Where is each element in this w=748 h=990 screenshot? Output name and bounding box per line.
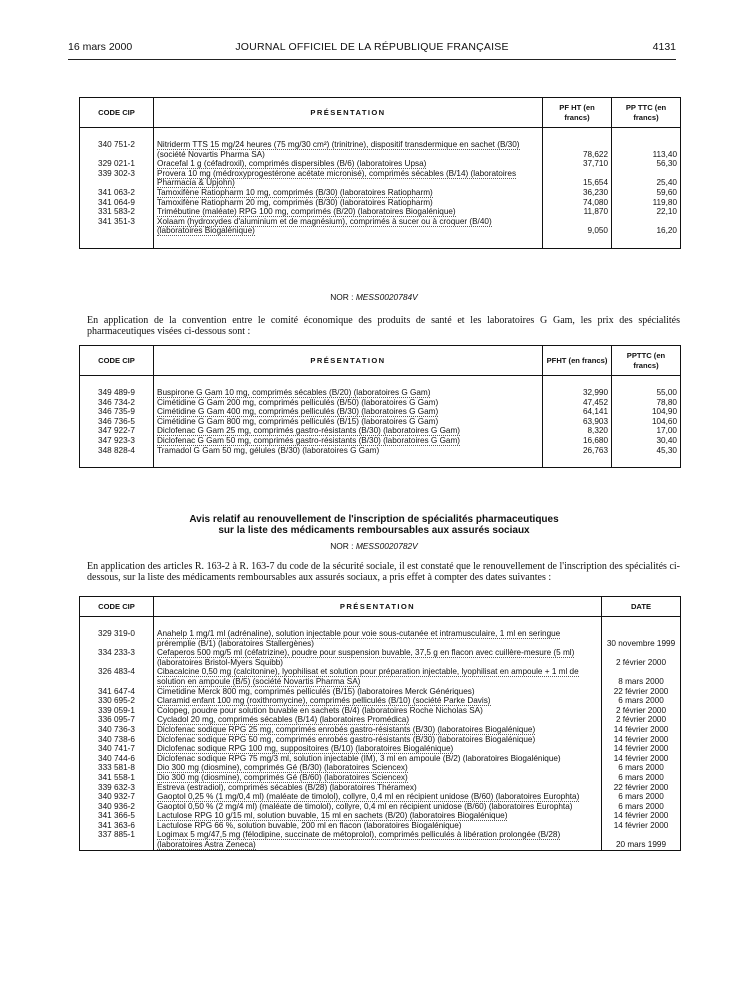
presentation-text: Gaoptol 0,50 % (2 mg/4 ml) (maléate de timolol), collyre, 0,4 ml en récipient unidose (B/60) (laboratoires Europhta) xyxy=(157,801,573,811)
cip-code-cell: 347 922-7 xyxy=(80,426,154,436)
table-row xyxy=(80,811,681,821)
table-row xyxy=(80,426,681,436)
presentation-cell xyxy=(154,821,602,831)
presentation-text: Diclofenac sodique RPG 50 mg, comprimés enrobés gastro-résistants (B/30) (laboratoires Biogalénique) xyxy=(157,734,536,744)
presentation-text: Cimétidine G Gam 200 mg, comprimés pelliculés (B/50) (laboratoires G Gam) xyxy=(157,397,439,407)
pf-ht-cell: 32,990 xyxy=(543,388,612,398)
table-row xyxy=(80,388,681,398)
presentation-cell xyxy=(154,783,602,793)
spacer-cell xyxy=(602,617,681,630)
pf-ht-cell: 26,763 xyxy=(543,446,612,456)
presentation-text: Logimax 5 mg/47,5 mg (félodipine, succinate de métoprolol), comprimés pelliculés à libération prolongée (B/28) (laboratoires Astra Zeneca) xyxy=(157,830,561,850)
presentation-cell xyxy=(154,802,602,812)
pf-ht-cell: 15,654 xyxy=(543,169,612,188)
paragraph-convention: En application de la convention entre le comité économique des produits de santé et les laboratoires G Gam, les prix des spécialités pharmaceutiques visées ci-dessous sont : xyxy=(87,315,680,338)
pf-ht-cell: 64,141 xyxy=(543,407,612,417)
date-cell: 14 février 2000 xyxy=(602,811,681,821)
presentation-cell xyxy=(154,735,602,745)
presentation-text: Nitriderm TTS 15 mg/24 heures (75 mg/30 cm²) (trinitrine), dispositif transdermique en sachet (B/30) (société Novartis Pharma SA) xyxy=(157,140,520,159)
cip-code-cell: 349 489-9 xyxy=(80,388,154,398)
table-row xyxy=(80,696,681,706)
presentation-text: Diclofenac sodique RPG 100 mg, suppositoires (B/10) (laboratoires Biogalénique) xyxy=(157,744,454,754)
presentation-cell xyxy=(154,830,602,850)
presentation-cell xyxy=(154,436,543,446)
table-spacer-row xyxy=(80,236,681,249)
cip-code-cell: 333 581-8 xyxy=(80,763,154,773)
price-table-1 xyxy=(79,97,681,249)
cip-code-cell: 341 647-4 xyxy=(80,687,154,697)
pf-ht-cell: 47,452 xyxy=(543,398,612,408)
presentation-cell xyxy=(154,744,602,754)
cip-code-cell: 329 319-0 xyxy=(80,629,154,648)
date-cell: 2 février 2000 xyxy=(602,648,681,667)
header-rule xyxy=(68,59,676,60)
presentation-cell xyxy=(154,169,543,188)
presentation-text: Colopeg, poudre pour solution buvable en sachets (B/4) (laboratoires Roche Nicholas SA) xyxy=(157,705,483,715)
table-row xyxy=(80,417,681,427)
spacer-cell xyxy=(154,617,602,630)
col-header-pfht: PF HT (en francs) xyxy=(543,98,612,128)
presentation-cell xyxy=(154,188,543,198)
cip-code-cell: 347 923-3 xyxy=(80,436,154,446)
presentation-text: Diclofenac sodique RPG 75 mg/3 ml, solution injectable (IM), 3 ml en ampoule (B/2) (laboratoires Biogalénique) xyxy=(157,753,561,763)
cip-code-cell: 341 064-9 xyxy=(80,198,154,208)
col-header-presentation: PRÉSENTATION xyxy=(154,597,602,617)
presentation-cell xyxy=(154,198,543,208)
date-cell: 14 février 2000 xyxy=(602,754,681,764)
presentation-text: Provera 10 mg (médroxyprogestérone acétate micronisé), comprimés sécables (B/14) (laboratoires Pharmacia & Upjohn) xyxy=(157,168,517,188)
table-row xyxy=(80,398,681,408)
presentation-cell xyxy=(154,417,543,427)
pp-ttc-cell: 55,00 xyxy=(612,388,681,398)
table-row xyxy=(80,773,681,783)
pf-ht-cell: 78,622 xyxy=(543,140,612,159)
cip-code-cell: 337 885-1 xyxy=(80,830,154,850)
cip-code-cell: 341 063-2 xyxy=(80,188,154,198)
presentation-text: Diclofenac sodique RPG 25 mg, comprimés enrobés gastro-résistants (B/30) (laboratoires Biogalénique) xyxy=(157,724,536,734)
pp-ttc-cell: 25,40 xyxy=(612,169,681,188)
spacer-cell xyxy=(154,128,543,141)
pp-ttc-cell: 113,40 xyxy=(612,140,681,159)
issue-date: 16 mars 2000 xyxy=(68,41,133,53)
col-header-presentation: PRÉSENTATION xyxy=(154,98,543,128)
cip-code-cell: 326 483-4 xyxy=(80,667,154,686)
presentation-text: Estreva (estradiol), comprimés sécables (B/28) (laboratoires Théramex) xyxy=(157,782,417,792)
presentation-cell xyxy=(154,667,602,686)
presentation-cell xyxy=(154,715,602,725)
cip-code-cell: 340 932-7 xyxy=(80,792,154,802)
table-row xyxy=(80,744,681,754)
presentation-cell xyxy=(154,763,602,773)
table-spacer-row xyxy=(80,617,681,630)
spacer-cell xyxy=(80,376,154,389)
spacer-cell xyxy=(80,455,154,468)
cip-code-cell: 340 744-6 xyxy=(80,754,154,764)
pp-ttc-cell: 30,40 xyxy=(612,436,681,446)
nor-value: MESS0020782V xyxy=(355,541,418,551)
table-body xyxy=(80,617,681,851)
presentation-cell xyxy=(154,811,602,821)
spacer-cell xyxy=(612,236,681,249)
pp-ttc-cell: 78,80 xyxy=(612,398,681,408)
presentation-cell xyxy=(154,696,602,706)
spacer-cell xyxy=(543,376,612,389)
cip-code-cell: 340 936-2 xyxy=(80,802,154,812)
date-cell: 2 février 2000 xyxy=(602,706,681,716)
col-header-ppttc: PPTTC (en francs) xyxy=(612,346,681,376)
date-cell: 22 février 2000 xyxy=(602,687,681,697)
table-row xyxy=(80,198,681,208)
presentation-cell xyxy=(154,407,543,417)
spacer-cell xyxy=(612,455,681,468)
presentation-text: Tamoxifène Ratiopharm 20 mg, comprimés (B/30) (laboratoires Ratiopharm) xyxy=(157,197,433,207)
cip-code-cell: 334 233-3 xyxy=(80,648,154,667)
col-header-ppttc: PP TTC (en francs) xyxy=(612,98,681,128)
presentation-cell xyxy=(154,446,543,456)
spacer-cell xyxy=(154,376,543,389)
table-row xyxy=(80,207,681,217)
pp-ttc-cell: 22,10 xyxy=(612,207,681,217)
pf-ht-cell: 74,080 xyxy=(543,198,612,208)
table-row xyxy=(80,169,681,188)
pp-ttc-cell: 104,60 xyxy=(612,417,681,427)
table-spacer-row xyxy=(80,128,681,141)
cip-code-cell: 329 021-1 xyxy=(80,159,154,169)
date-cell: 8 mars 2000 xyxy=(602,667,681,686)
presentation-text: Dio 300 mg (diosmine), comprimés Gé (B/60) (laboratoires Sciencex) xyxy=(157,772,408,782)
pp-ttc-cell: 17,00 xyxy=(612,426,681,436)
pf-ht-cell: 63,903 xyxy=(543,417,612,427)
pf-ht-cell: 36,230 xyxy=(543,188,612,198)
col-header-pfht: PFHT (en francs) xyxy=(543,346,612,376)
date-cell: 30 novembre 1999 xyxy=(602,629,681,648)
presentation-cell xyxy=(154,159,543,169)
presentation-cell xyxy=(154,140,543,159)
table-row xyxy=(80,763,681,773)
presentation-cell xyxy=(154,388,543,398)
date-cell: 6 mars 2000 xyxy=(602,802,681,812)
presentation-text: Cimetidine Merck 800 mg, comprimés pelliculés (B/15) (laboratoires Merck Génériques) xyxy=(157,686,475,696)
cip-code-cell: 340 738-6 xyxy=(80,735,154,745)
presentation-text: Cimétidine G Gam 400 mg, comprimés pelliculés (B/30) (laboratoires G Gam) xyxy=(157,407,439,417)
cip-code-cell: 331 583-2 xyxy=(80,207,154,217)
renewal-table xyxy=(79,596,681,851)
journal-title: JOURNAL OFFICIEL DE LA RÉPUBLIQUE FRANÇAISE xyxy=(235,41,509,53)
col-header-code: CODE CIP xyxy=(80,597,154,617)
pf-ht-cell: 16,680 xyxy=(543,436,612,446)
presentation-text: Buspirone G Gam 10 mg, comprimés sécables (B/20) (laboratoires G Gam) xyxy=(157,388,431,397)
cip-code-cell: 340 751-2 xyxy=(80,140,154,159)
presentation-text: Cefaperos 500 mg/5 ml (céfatrizine), poudre pour suspension buvable, 37,5 g en flacon avec cuillère-mesure (5 ml) (laboratoires Bristol-Myers Squibb) xyxy=(157,648,575,667)
table-row xyxy=(80,159,681,169)
date-cell: 6 mars 2000 xyxy=(602,763,681,773)
presentation-text: Lactulose RPG 10 g/15 ml, solution buvable, 15 ml en sachets (B/20) (laboratoires Biogalénique) xyxy=(157,811,508,821)
spacer-cell xyxy=(154,236,543,249)
pf-ht-cell: 37,710 xyxy=(543,159,612,169)
table-row xyxy=(80,735,681,745)
presentation-cell xyxy=(154,754,602,764)
table-row xyxy=(80,792,681,802)
table-row xyxy=(80,436,681,446)
presentation-cell xyxy=(154,725,602,735)
nor-label: NOR : xyxy=(330,541,354,551)
table-row xyxy=(80,667,681,686)
presentation-cell xyxy=(154,648,602,667)
table-row xyxy=(80,706,681,716)
pp-ttc-cell: 59,60 xyxy=(612,188,681,198)
spacer-cell xyxy=(612,128,681,141)
date-cell: 14 février 2000 xyxy=(602,821,681,831)
avis-title-line-2: sur la liste des médicaments remboursables aux assurés sociaux xyxy=(218,525,530,536)
table-body xyxy=(80,376,681,468)
table-row xyxy=(80,687,681,697)
presentation-cell xyxy=(154,217,543,236)
running-header xyxy=(68,41,676,55)
cip-code-cell: 348 828-4 xyxy=(80,446,154,456)
date-cell: 6 mars 2000 xyxy=(602,792,681,802)
pf-ht-cell: 11,870 xyxy=(543,207,612,217)
nor-value: MESS0020784V xyxy=(355,292,418,302)
pp-ttc-cell: 104,90 xyxy=(612,407,681,417)
pf-ht-cell: 8,320 xyxy=(543,426,612,436)
cip-code-cell: 346 736-5 xyxy=(80,417,154,427)
cip-code-cell: 340 741-7 xyxy=(80,744,154,754)
date-cell: 6 mars 2000 xyxy=(602,696,681,706)
table-row xyxy=(80,725,681,735)
spacer-cell xyxy=(543,455,612,468)
cip-code-cell: 339 302-3 xyxy=(80,169,154,188)
table-row xyxy=(80,217,681,236)
presentation-text: Diclofenac G Gam 25 mg, comprimés gastro-résistants (B/30) (laboratoires G Gam) xyxy=(157,426,461,436)
date-cell: 14 février 2000 xyxy=(602,725,681,735)
nor-reference-2 xyxy=(0,541,748,551)
presentation-text: Claramid enfant 100 mg (roxithromycine), comprimés pelliculés (B/10) (société Parke Davis) xyxy=(157,696,491,706)
presentation-cell xyxy=(154,398,543,408)
spacer-cell xyxy=(543,236,612,249)
presentation-text: Trimébutine (maléate) RPG 100 mg, comprimés (B/20) (laboratoires Biogalénique) xyxy=(157,207,456,217)
presentation-text: Tamoxifène Ratiopharm 10 mg, comprimés (B/30) (laboratoires Ratiopharm) xyxy=(157,187,433,197)
nor-label: NOR : xyxy=(330,292,354,302)
cip-code-cell: 339 059-1 xyxy=(80,706,154,716)
presentation-cell xyxy=(154,706,602,716)
cip-code-cell: 340 736-3 xyxy=(80,725,154,735)
presentation-text: Lactulose RPG 66 %, solution buvable, 200 ml en flacon (laboratoires Biogalénique) xyxy=(157,820,462,830)
presentation-text: Tramadol G Gam 50 mg, gélules (B/30) (laboratoires G Gam) xyxy=(157,445,380,455)
presentation-text: Anahelp 1 mg/1 ml (adrénaline), solution injectable pour voie sous-cutanée et intramusculaire, 1 ml en seringue préremplie (B/1) (laboratoires Stallergènes) xyxy=(157,629,561,648)
cip-code-cell: 346 735-9 xyxy=(80,407,154,417)
presentation-cell xyxy=(154,687,602,697)
presentation-text: Cimétidine G Gam 800 mg, comprimés pelliculés (B/15) (laboratoires G Gam) xyxy=(157,416,439,426)
date-cell: 22 février 2000 xyxy=(602,783,681,793)
spacer-cell xyxy=(80,236,154,249)
spacer-cell xyxy=(80,617,154,630)
presentation-cell xyxy=(154,426,543,436)
pp-ttc-cell: 45,30 xyxy=(612,446,681,456)
table-row xyxy=(80,629,681,648)
presentation-text: Oracefal 1 g (céfadroxil), comprimés dispersibles (B/6) (laboratoires Upsa) xyxy=(157,159,427,169)
avis-title xyxy=(0,514,748,536)
cip-code-cell: 341 351-3 xyxy=(80,217,154,236)
pf-ht-cell: 9,050 xyxy=(543,217,612,236)
presentation-cell xyxy=(154,792,602,802)
price-table-2 xyxy=(79,345,681,468)
table-row xyxy=(80,715,681,725)
avis-title-line-1: Avis relatif au renouvellement de l'inscription de spécialités pharmaceutiques xyxy=(189,514,559,525)
spacer-cell xyxy=(543,128,612,141)
table-spacer-row xyxy=(80,455,681,468)
date-cell: 14 février 2000 xyxy=(602,744,681,754)
spacer-cell xyxy=(612,376,681,389)
table-row xyxy=(80,446,681,456)
col-header-presentation: PRÉSENTATION xyxy=(154,346,543,376)
pp-ttc-cell: 56,30 xyxy=(612,159,681,169)
table-row xyxy=(80,188,681,198)
nor-reference-1 xyxy=(0,292,748,302)
table-row xyxy=(80,648,681,667)
date-cell: 14 février 2000 xyxy=(602,735,681,745)
cip-code-cell: 341 363-6 xyxy=(80,821,154,831)
pp-ttc-cell: 119,80 xyxy=(612,198,681,208)
presentation-cell xyxy=(154,207,543,217)
presentation-text: Dio 300 mg (diosmine), comprimés Gé (B/30) (laboratoires Sciencex) xyxy=(157,763,408,773)
table-spacer-row xyxy=(80,376,681,389)
table-row xyxy=(80,821,681,831)
presentation-text: Cycladol 20 mg, comprimés sécables (B/14) (laboratoires Promédica) xyxy=(157,715,410,725)
date-cell: 2 février 2000 xyxy=(602,715,681,725)
table-body xyxy=(80,128,681,249)
col-header-code: CODE CIP xyxy=(80,346,154,376)
table-row xyxy=(80,783,681,793)
cip-code-cell: 341 558-1 xyxy=(80,773,154,783)
table-row xyxy=(80,140,681,159)
pp-ttc-cell: 16,20 xyxy=(612,217,681,236)
date-cell: 20 mars 1999 xyxy=(602,830,681,850)
paragraph-articles: En application des articles R. 163-2 à R. 163-7 du code de la sécurité sociale, il est constaté que le renouvellement de l'inscription des spécialités ci-dessous, sur la liste des médicaments remboursables aux assurés sociaux, a pris effet à compter des dates suivantes : xyxy=(87,561,680,584)
cip-code-cell: 336 095-7 xyxy=(80,715,154,725)
presentation-text: Cibacalcine 0,50 mg (calcitonine), lyophilisat et solution pour préparation injectable, lyophilisat en ampoule + 1 ml de solution en ampoule (B/5) (société Novartis Pharma SA) xyxy=(157,667,579,686)
table-row xyxy=(80,830,681,850)
spacer-cell xyxy=(154,455,543,468)
cip-code-cell: 341 366-5 xyxy=(80,811,154,821)
presentation-text: Gaoptol 0,25 % (1 mg/0,4 ml) (maléate de timolol), collyre, 0,4 ml en récipient unidose (B/60) (laboratoires Europhta) xyxy=(157,792,580,802)
col-header-date: DATE xyxy=(602,597,681,617)
cip-code-cell: 346 734-2 xyxy=(80,398,154,408)
table-row xyxy=(80,802,681,812)
cip-code-cell: 339 632-3 xyxy=(80,783,154,793)
table-row xyxy=(80,754,681,764)
page-number: 4131 xyxy=(652,41,676,53)
cip-code-cell: 330 695-2 xyxy=(80,696,154,706)
spacer-cell xyxy=(80,128,154,141)
presentation-text: Xolaam (hydroxydes d'aluminium et de magnésium), comprimés à sucer ou à croquer (B/40) (laboratoires Biogalénique) xyxy=(157,216,492,236)
col-header-code: CODE CIP xyxy=(80,98,154,128)
presentation-text: Diclofenac G Gam 50 mg, comprimés gastro-résistants (B/30) (laboratoires G Gam) xyxy=(157,435,461,445)
presentation-cell xyxy=(154,629,602,648)
date-cell: 6 mars 2000 xyxy=(602,773,681,783)
presentation-cell xyxy=(154,773,602,783)
table-row xyxy=(80,407,681,417)
